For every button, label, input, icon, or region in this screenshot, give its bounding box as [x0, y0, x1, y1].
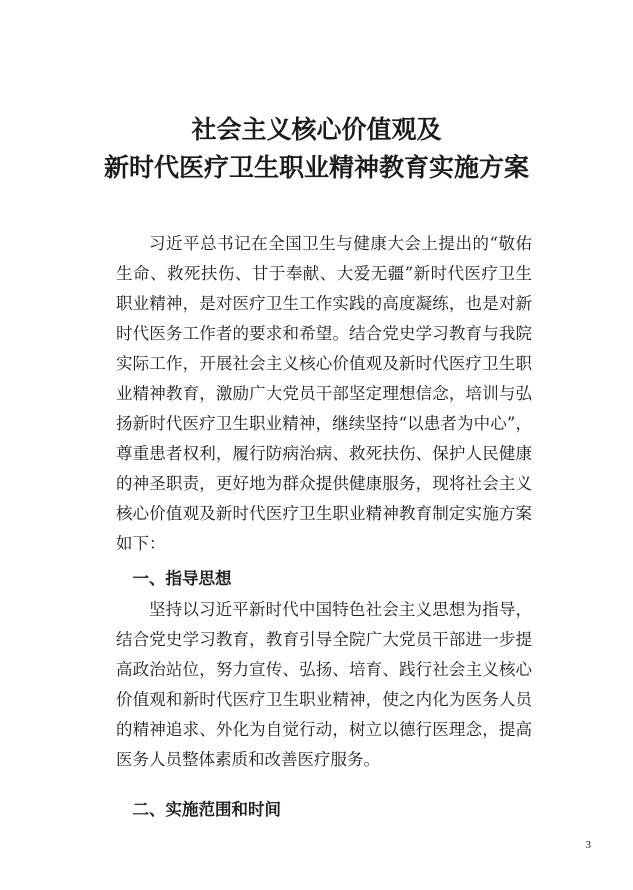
document-title-line-2: 新时代医疗卫生职业精神教育实施方案	[103, 153, 529, 182]
guiding-ideology-paragraph: 坚持以习近平新时代中国特色社会主义思想为指导，结合党史学习教育，教育引导全院广大党员干部进一步提高政治站位，努力宣传、弘扬、培育、践行社会主义核心价值观和新时代医疗卫生职业精神，使之内化为医务人员的精神追求、外化为自觉行动，树立以德行医理念，提高医务人员整体素质和改善医疗服务。	[116, 600, 532, 769]
document-title-line-1: 社会主义核心价值观及	[191, 115, 442, 144]
section-heading-guiding-ideology: 一、指导思想	[132, 569, 232, 588]
page-number: 3	[585, 839, 591, 851]
section-heading-scope-and-time: 二、实施范围和时间	[132, 800, 281, 819]
intro-paragraph: 习近平总书记在全国卫生与健康大会上提出的“敬佑生命、救死扶伤、甘于奉献、大爱无疆”新时代医疗卫生职业精神，是对医疗卫生工作实践的高度凝练，也是对新时代医务工作者的要求和希望。结合党史学习教育与我院实际工作，开展社会主义核心价值观及新时代医疗卫生职业精神教育，激励广大党员干部坚定理想信念，培训与弘扬新时代医疗卫生职业精神，继续坚持“以患者为中心”，尊重患者权利，履行防病治病、救死扶伤、保护人民健康的神圣职责，更好地为群众提供健康服务，现将社会主义核心价值观及新时代医疗卫生职业精神教育制定实施方案如下：	[116, 234, 532, 553]
